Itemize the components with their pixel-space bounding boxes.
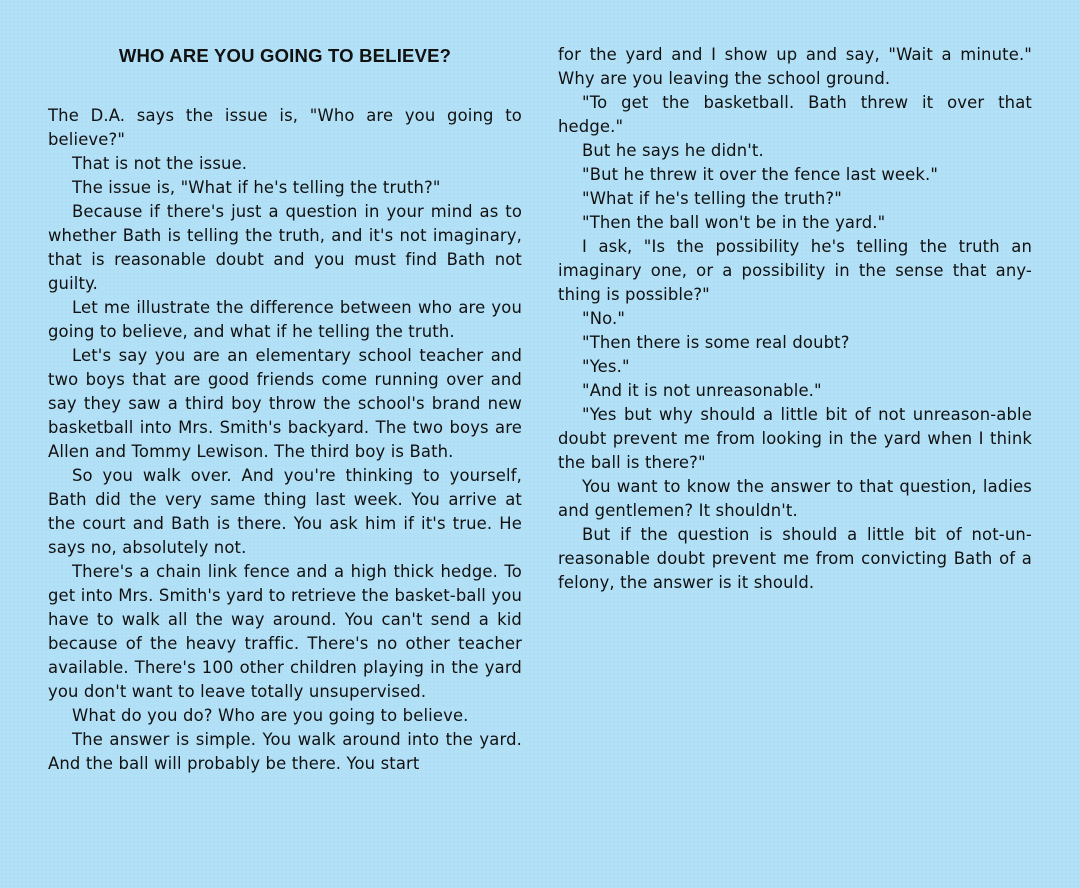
document-title: WHO ARE YOU GOING TO BELIEVE? bbox=[118, 45, 452, 66]
paragraph: "Yes." bbox=[582, 357, 630, 376]
paragraph: "Yes but why should a little bit of not unreason-able doubt prevent me from looking in the yard when I think the ball is there?" bbox=[558, 405, 1032, 472]
paragraph: Let's say you are an elementary school teacher and two boys that are good friends come running over and say they saw a third boy throw the school's brand new basketball into Mrs. Smith's backyard. The two boys are Allen and Tommy Lewison. The third boy is Bath. bbox=[48, 346, 522, 461]
paragraph: "Then the ball won't be in the yard." bbox=[582, 213, 886, 232]
paragraph: "What if he's telling the truth?" bbox=[582, 189, 842, 208]
paragraph: Because if there's just a question in your mind as to whether Bath is telling the truth, and it's not imaginary, that is reasonable doubt and you must find Bath not guilty. bbox=[48, 202, 522, 293]
paragraph: That is not the issue. bbox=[72, 154, 248, 173]
paragraph: What do you do? Who are you going to believe. bbox=[72, 706, 469, 725]
right-column-body bbox=[558, 43, 1032, 595]
paragraph: "No." bbox=[582, 309, 626, 328]
paragraph: There's a chain link fence and a high thick hedge. To get into Mrs. Smith's yard to retrieve the basket-ball you have to walk all the way around. You can't send a kid because of the heavy traffic. There's no other teacher available. There's 100 other children playing in the yard you don't want to leave totally unsupervised. bbox=[48, 562, 522, 701]
paragraph: "And it is not unreasonable." bbox=[582, 381, 822, 400]
paragraph: So you walk over. And you're thinking to yourself, Bath did the very same thing last week. You arrive at the court and Bath is there. You ask him if it's true. He says no, absolutely not. bbox=[48, 466, 522, 557]
paragraph: Let me illustrate the difference between who are you going to believe, and what if he telling the truth. bbox=[48, 298, 522, 341]
left-column-body bbox=[48, 104, 522, 776]
left-column bbox=[48, 0, 522, 776]
paragraph: But if the question is should a little bit of not-un-reasonable doubt prevent me from convicting Bath of a felony, the answer is it should. bbox=[558, 525, 1032, 592]
paragraph: "But he threw it over the fence last week." bbox=[582, 165, 939, 184]
paragraph: I ask, "Is the possibility he's telling the truth an imaginary one, or a possibility in the sense that any-thing is possible?" bbox=[558, 237, 1032, 304]
paragraph: The issue is, "What if he's telling the truth?" bbox=[72, 178, 441, 197]
paragraph: "To get the basketball. Bath threw it over that hedge." bbox=[558, 93, 1032, 136]
paragraph: "Then there is some real doubt? bbox=[582, 333, 850, 352]
paragraph: The answer is simple. You walk around into the yard. And the ball will probably be there. You start bbox=[48, 730, 522, 773]
paragraph: You want to know the answer to that question, ladies and gentlemen? It shouldn't. bbox=[558, 477, 1032, 520]
right-column bbox=[558, 43, 1032, 595]
paragraph: for the yard and I show up and say, "Wait a minute." Why are you leaving the school ground. bbox=[558, 45, 1032, 88]
paragraph: But he says he didn't. bbox=[582, 141, 764, 160]
paragraph: The D.A. says the issue is, "Who are you going to believe?" bbox=[48, 106, 522, 149]
